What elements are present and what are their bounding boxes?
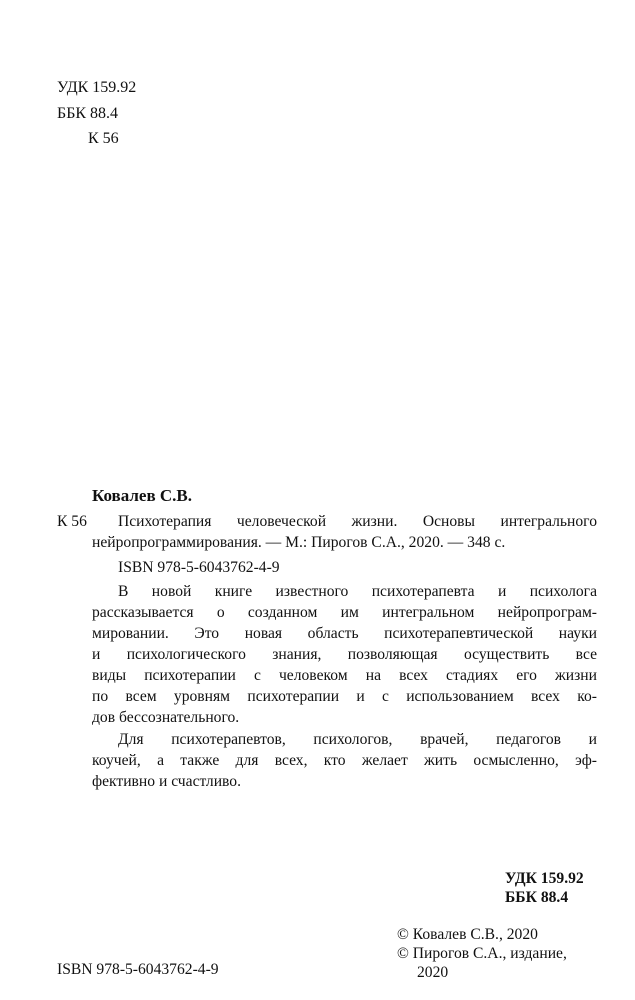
annotation-paragraph-1 <box>92 581 597 728</box>
udk-header: УДК 159.92 <box>57 79 137 96</box>
book-title-block <box>92 511 597 553</box>
copyright-publisher: © Пирогов С.А., издание, <box>397 945 567 962</box>
author-name: Ковалев С.В. <box>92 486 193 505</box>
bbk-header: ББК 88.4 <box>57 105 119 122</box>
book-title-line: Психотерапия человеческой жизни. Основы интегрального <box>118 513 597 530</box>
annotation-line: коучей, а также для всех, кто желает жить осмысленно, эф- <box>92 752 597 769</box>
annotation-line: фективно и счастливо. <box>92 773 242 790</box>
annotation-line: по всем уровням психотерапии и с использованием всех ко- <box>92 688 597 705</box>
copyright-author: © Ковалев С.В., 2020 <box>397 926 538 943</box>
annotation-line: мировании. Это новая область психотерапевтической науки <box>92 625 597 642</box>
annotation-line: дов бессознательного. <box>92 709 240 726</box>
footer-isbn: ISBN 978-5-6043762-4-9 <box>57 961 219 978</box>
annotation-paragraph-2 <box>92 729 597 792</box>
annotation-line: и психологического знания, позволяющая осуществить все <box>92 646 597 663</box>
annotation-line: Для психотерапевтов, психологов, врачей, педагогов и <box>118 731 597 748</box>
annotation-line: виды психотерапии с человеком на всех стадиях его жизни <box>92 667 597 684</box>
annotation-line: рассказывается о созданном им интегральном нейропрограм- <box>92 604 597 621</box>
annotation-line: В новой книге известного психотерапевта и психолога <box>118 583 597 600</box>
author-mark-header: К 56 <box>88 130 119 147</box>
author-mark: К 56 <box>57 513 87 530</box>
copyright-year: 2020 <box>417 964 449 981</box>
udk-code: УДК 159.92 <box>505 870 584 887</box>
bbk-code: ББК 88.4 <box>505 889 569 906</box>
isbn-entry: ISBN 978-5-6043762-4-9 <box>118 559 280 576</box>
book-title-line: нейропрограммирования. — М.: Пирогов С.А., 2020. — 348 с. <box>92 534 506 551</box>
